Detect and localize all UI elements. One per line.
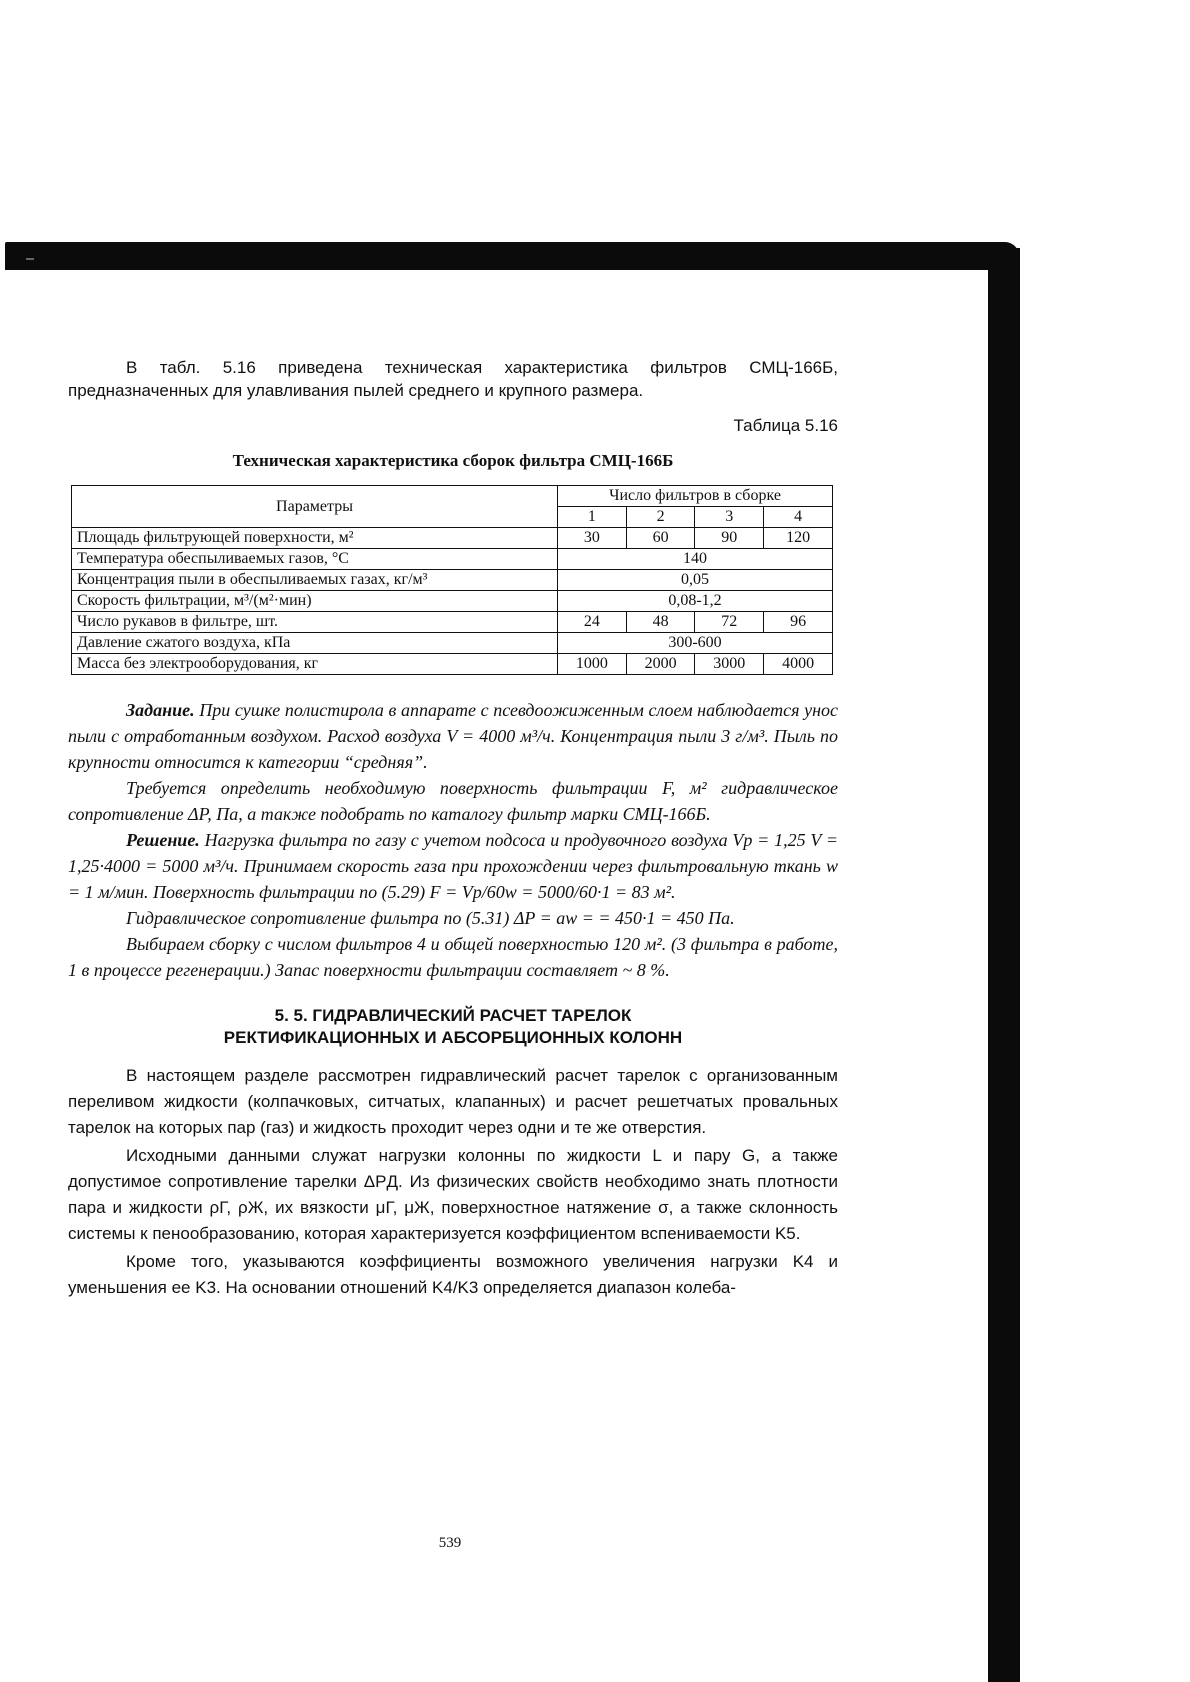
cell-value: 96 [764,612,833,633]
table-row [72,654,833,675]
section-paragraph: Исходными данными служат нагрузки колонны по жидкости L и пару G, а также допустимое сопротивление тарелки ΔPД. Из физических свойств необходимо знать плотности пара и жидкости ρГ, ρЖ, их вязкости μГ, μЖ, поверхностное натяжение σ, а также склонность системы к пенообразованию, которая характеризуется коэффициентом вспениваемости K5. [68,1146,838,1243]
scan-border-right [988,248,1020,1682]
cell-value: 4000 [764,654,833,675]
task-lead: Задание. [126,700,195,720]
table-row [72,591,833,612]
solution-text: Нагрузка фильтра по газу с учетом подсоса и продувочного воздуха Vр = 1,25 V = 1,25·4000 = 5000 м³/ч. Принимаем скорость газа при прохождении через фильтровальную ткань w = 1 м/мин. Поверхность фильтрации по (5.29) F = Vр/60w = 5000/60·1 = 83 м². [68,830,839,902]
solution-paragraph [68,827,838,905]
row-name: Площадь фильтрующей поверхности, м² [72,528,558,549]
header-filter-count: Число фильтров в сборке [558,486,833,507]
row-name: Число рукавов в фильтре, шт. [72,612,558,633]
page-number: 539 [438,1535,462,1551]
solution-lead: Решение. [126,830,200,850]
header-parameters: Параметры [72,486,558,528]
section-heading-line-1: 5. 5. ГИДРАВЛИЧЕСКИЙ РАСЧЕТ ТАРЕЛОК [274,1006,632,1025]
table-title: Техническая характеристика сборок фильтра СМЦ-166Б [232,451,674,470]
header-col-4: 4 [764,507,833,528]
task-text: При сушке полистирола в аппарате с псевдоожиженным слоем наблюдается унос пыли с отработанным воздухом. Расход воздуха V = 4000 м³/ч. Концентрация пыли 3 г/м³. Пыль по крупности относится к категории “средняя”. [68,700,839,772]
table-row [72,549,833,570]
cell-merged: 300-600 [558,633,833,654]
cell-value: 1000 [558,654,627,675]
table-label: Таблица 5.16 [733,416,838,435]
page-content [68,356,838,1303]
section-heading [68,1005,838,1049]
section-paragraph: Кроме того, указываются коэффициенты возможного увеличения нагрузки K4 и уменьшения ее K3. На основании отношений K4/K3 определяется диапазон колеба- [68,1252,838,1297]
cell-value: 24 [558,612,627,633]
header-col-3: 3 [695,507,764,528]
row-name: Скорость фильтрации, м³/(м²·мин) [72,591,558,612]
scan-border-top [5,242,1019,270]
row-name: Масса без электрооборудования, кг [72,654,558,675]
cell-value: 120 [764,528,833,549]
task-block [68,697,838,983]
header-col-1: 1 [558,507,627,528]
table-row [72,633,833,654]
section-paragraph: В настоящем разделе рассмотрен гидравлический расчет тарелок с организованным переливом жидкости (колпачковых, ситчатых, клапанных) и расчет решетчатых провальных тарелок на которых пар (газ) и жидкость проходит через одни и те же отверстия. [68,1066,838,1137]
cell-value: 60 [626,528,695,549]
cell-value: 48 [626,612,695,633]
table-row [72,528,833,549]
row-name: Температура обеспыливаемых газов, °C [72,549,558,570]
cell-value: 72 [695,612,764,633]
intro-text: В табл. 5.16 приведена техническая характеристика фильтров СМЦ-166Б, предназначенных для улавливания пылей среднего и крупного размера. [68,358,838,400]
row-name: Давление сжатого воздуха, кПа [72,633,558,654]
cell-value: 2000 [626,654,695,675]
row-name: Концентрация пыли в обеспыливаемых газах, кг/м³ [72,570,558,591]
section-heading-line-2: РЕКТИФИКАЦИОННЫХ И АБСОРБЦИОННЫХ КОЛОНН [223,1028,683,1047]
cell-value: 90 [695,528,764,549]
task-paragraph [68,697,838,775]
header-col-2: 2 [626,507,695,528]
resistance-paragraph: Гидравлическое сопротивление фильтра по (5.31) ΔP = aw = = 450·1 = 450 Па. [126,908,735,928]
cell-merged: 0,05 [558,570,833,591]
cell-value: 30 [558,528,627,549]
cell-merged: 140 [558,549,833,570]
intro-paragraph [68,356,838,402]
spec-table [71,485,833,675]
cell-value: 3000 [695,654,764,675]
cell-merged: 0,08-1,2 [558,591,833,612]
table-row [72,612,833,633]
requirement-paragraph: Требуется определить необходимую поверхность фильтрации F, м² гидравлическое сопротивление ΔP, Па, а также подобрать по каталогу фильтр марки СМЦ-166Б. [68,778,838,824]
scan-speck [26,258,34,260]
table-row [72,570,833,591]
section-body [68,1063,838,1301]
table-header-row [72,486,833,507]
selection-paragraph: Выбираем сборку с числом фильтров 4 и общей поверхностью 120 м². (3 фильтра в работе, 1 в процессе регенерации.) Запас поверхности фильтрации составляет ~ 8 %. [68,934,838,980]
